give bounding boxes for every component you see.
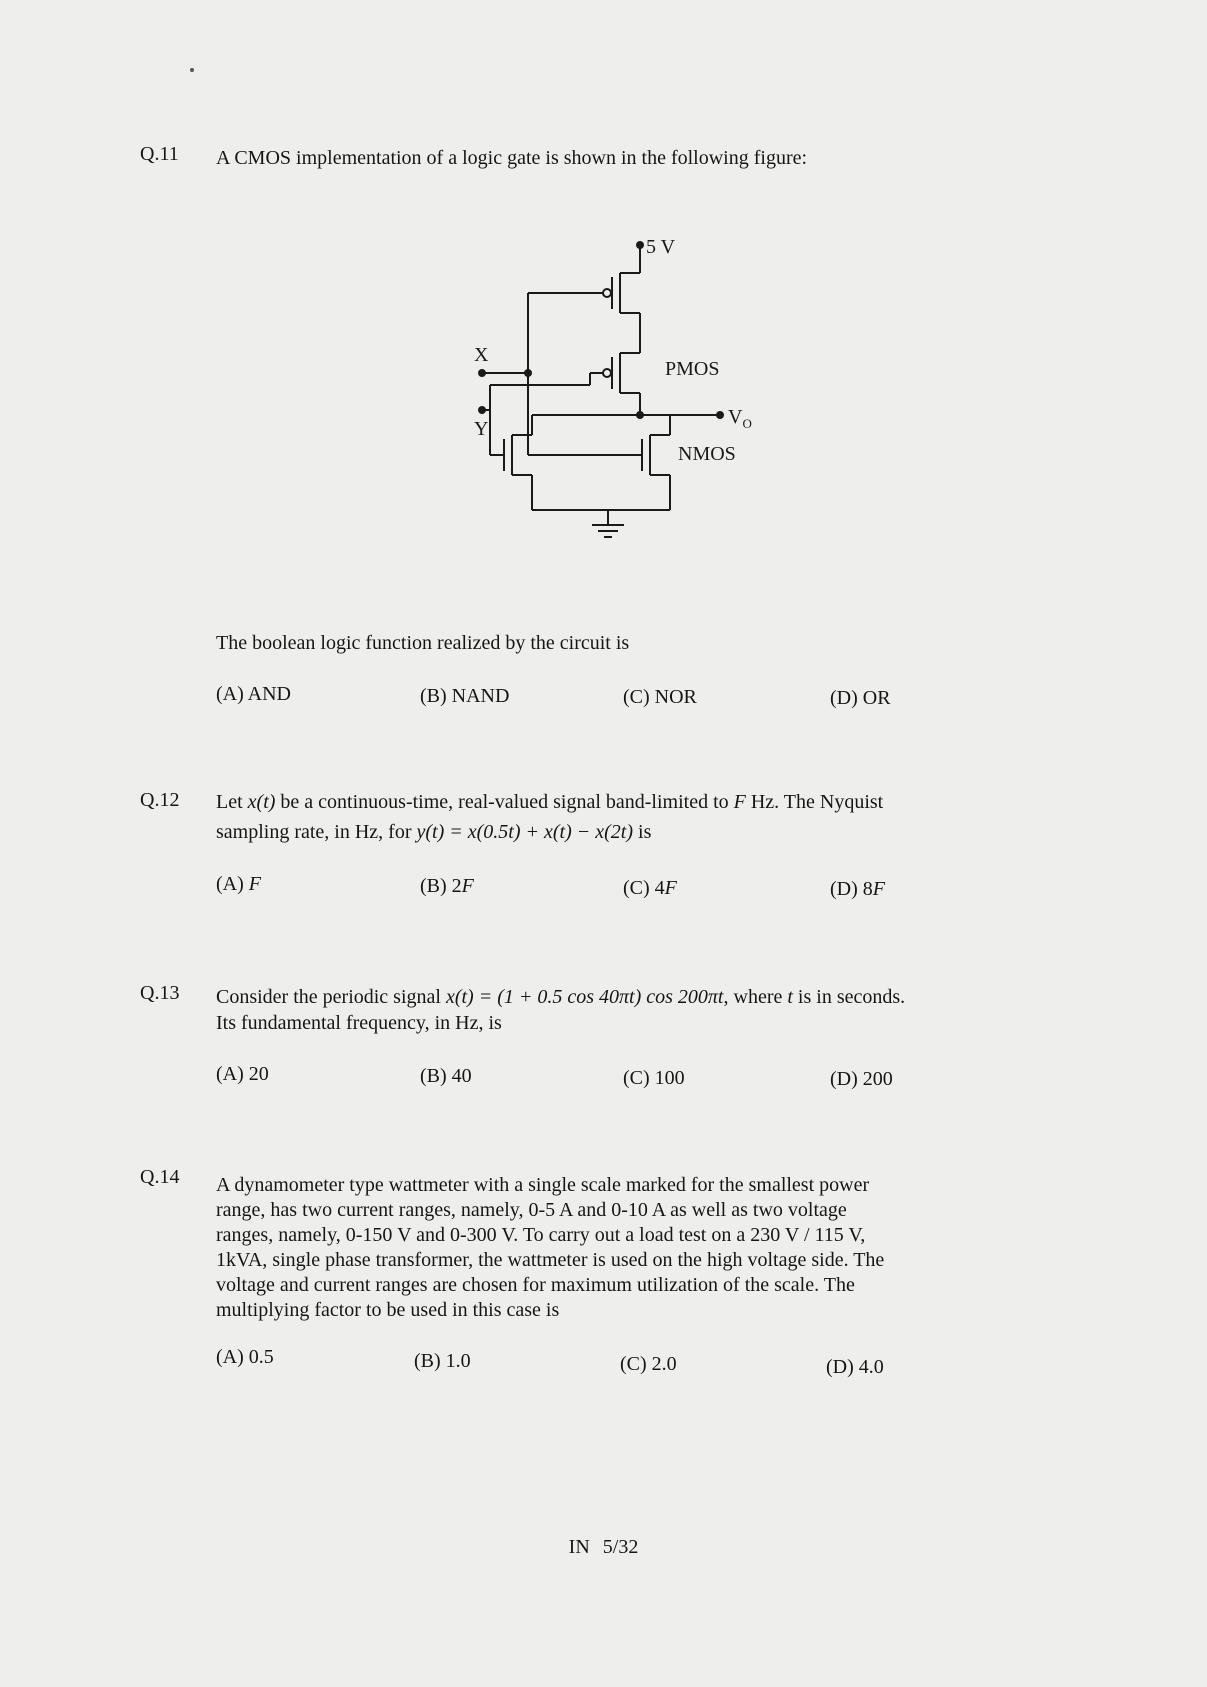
option-d-11: (D) OR [830,687,891,709]
option-c-11: (C) NOR [623,686,697,708]
question-number-12: Q.12 [140,789,180,811]
cmos-circuit-diagram [460,225,760,585]
option-d-14: (D) 4.0 [826,1356,884,1378]
option-a-11: (A) AND [216,683,291,705]
q14-line: range, has two current ranges, namely, 0-5 A and 0-10 A as well as two voltage [216,1199,847,1221]
output-node [717,412,723,418]
question-prompt-11: The boolean logic function realized by the circuit is [216,632,630,654]
option-b-11: (B) NAND [420,685,510,707]
option-b-14: (B) 1.0 [414,1350,471,1372]
option-a-14: (A) 0.5 [216,1346,274,1368]
question-text-14 [216,1173,1016,1323]
q14-line: A dynamometer type wattmeter with a single scale marked for the smallest power [216,1174,870,1196]
page-footer [0,1536,1207,1559]
option-c-14: (C) 2.0 [620,1353,677,1375]
q14-line: multiplying factor to be used in this case is [216,1299,560,1321]
q14-line: 1kVA, single phase transformer, the wattmeter is used on the high voltage side. The [216,1249,885,1271]
q14-line: ranges, namely, 0-150 V and 0-300 V. To carry out a load test on a 230 V / 115 V, [216,1224,866,1246]
supply-label: 5 V [646,236,676,258]
option-c-13: (C) 100 [623,1067,685,1089]
q14-line: voltage and current ranges are chosen for maximum utilization of the scale. The [216,1274,855,1296]
input-x-label: X [474,344,489,366]
question-text-12-line2: sampling rate, in Hz, for y(t) = x(0.5t) + x(t) − x(2t) is [216,821,652,843]
paper-code: IN [568,1536,590,1558]
option-d-12: (D) 8F [830,878,885,900]
option-a-12: (A) F [216,873,261,895]
pmos2-bubble [603,369,611,377]
question-number-11: Q.11 [140,143,179,165]
pmos-label: PMOS [665,358,720,380]
question-text-13-line2: Its fundamental frequency, in Hz, is [216,1012,502,1034]
question-text-11: A CMOS implementation of a logic gate is shown in the following figure: [216,147,808,169]
option-d-13: (D) 200 [830,1068,893,1090]
question-number-13: Q.13 [140,982,180,1004]
output-label: $V_O$ [728,406,752,431]
question-text-12: Let x(t) be a continuous-time, real-valued signal band-limited to F Hz. The Nyquist [216,791,884,813]
question-number-14: Q.14 [140,1166,180,1188]
question-text-13: Consider the periodic signal x(t) = (1 + 0.5 cos 40πt) cos 200πt, where t is in seconds. [216,986,906,1008]
option-b-13: (B) 40 [420,1065,472,1087]
input-y-label: Y [474,418,489,440]
option-c-12: (C) 4F [623,877,677,899]
option-a-13: (A) 20 [216,1063,269,1085]
nmos-label: NMOS [678,443,736,465]
speck [190,68,194,72]
option-b-12: (B) 2F [420,875,474,897]
page-number: 5/32 [602,1536,639,1558]
pmos1-bubble [603,289,611,297]
